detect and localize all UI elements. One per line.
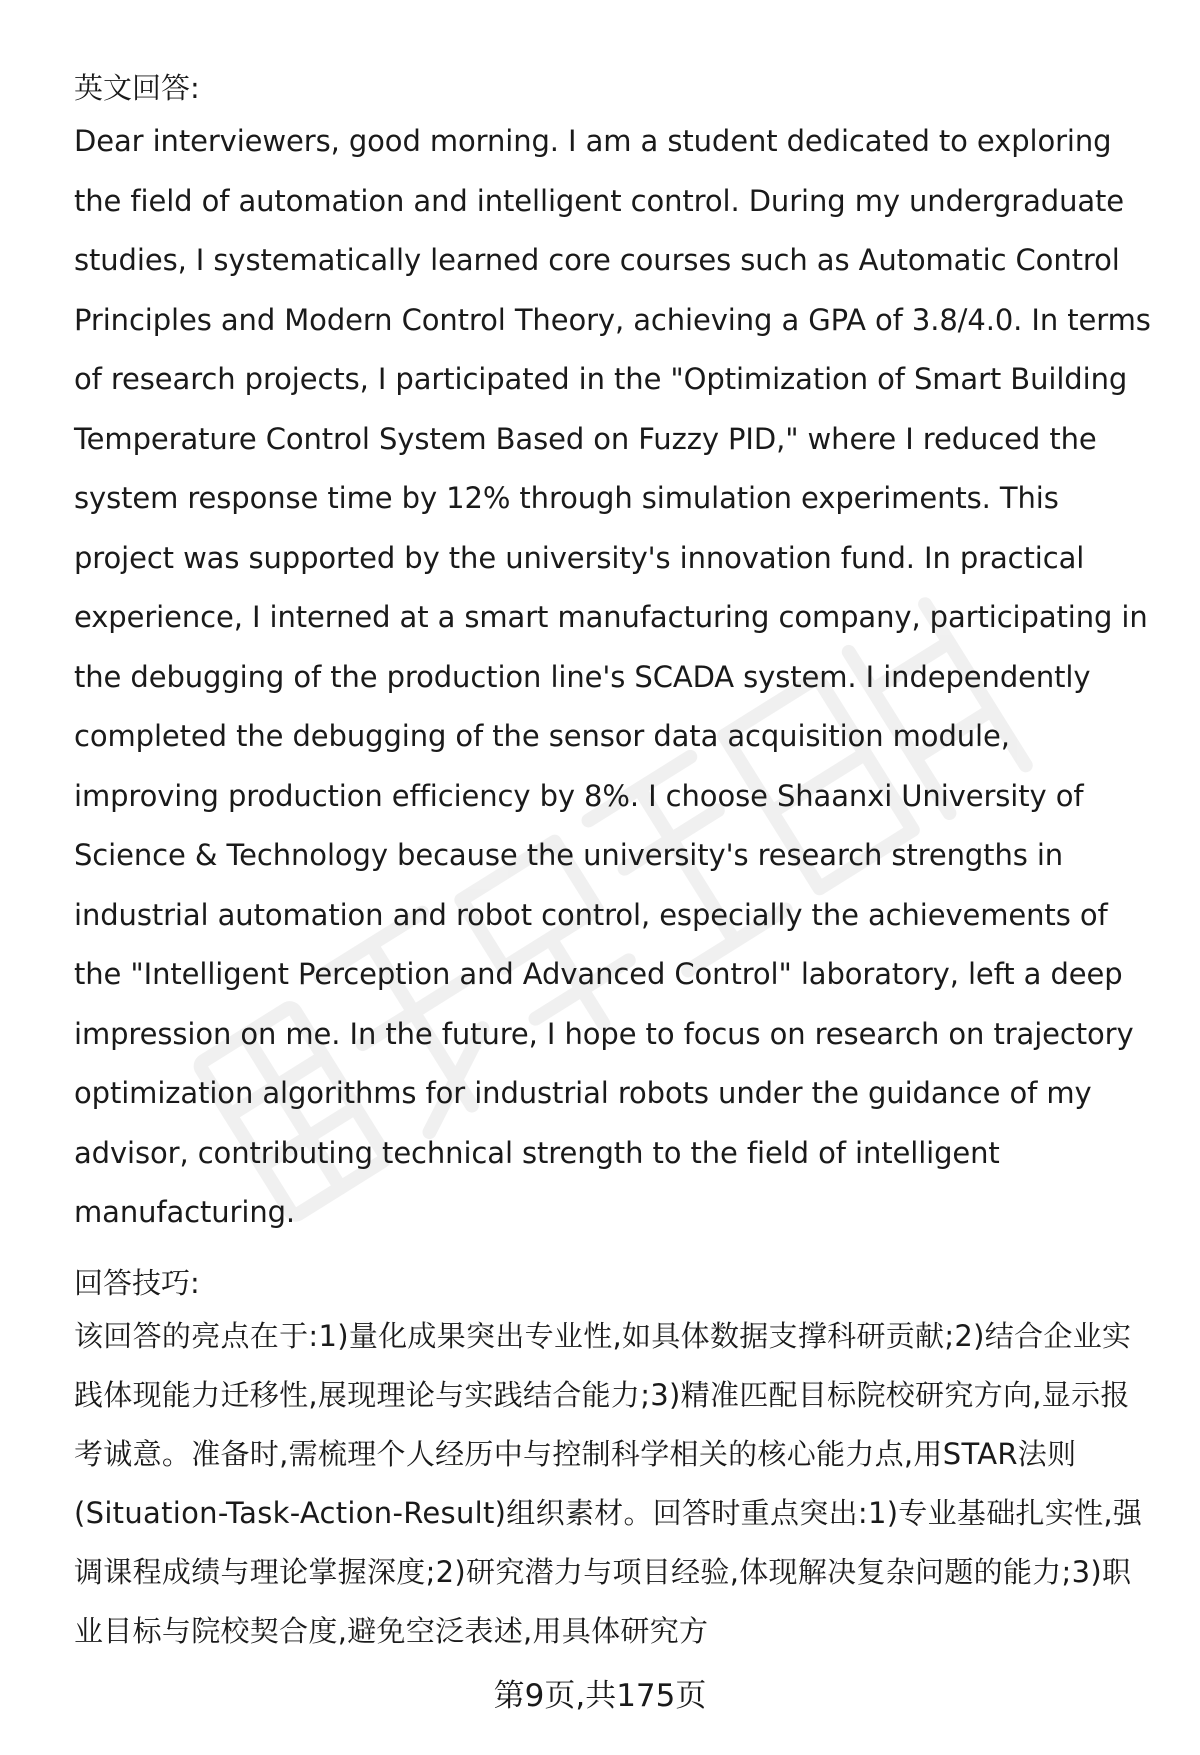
english-answer-heading: 英文回答: (74, 71, 200, 105)
content-body (74, 64, 1154, 1661)
english-answer-text: Dear interviewers, good morning. I am a student dedicated to exploring the field of automation and intelligent control. During my undergraduate studies, I systematically learned core courses such as Automatic Control Principles and Modern Control Theory, achieving a GPA of 3.8/4.0. In terms of research projects, I participated in the "Optimization of Smart Building Temperature Control System Based on Fuzzy PID," where I reduced the system response time by 12% through simulation experiments. This project was supported by the university's innovation fund. In practical experience, I interned at a smart manufacturing company, participating in the debugging of the production line's SCADA system. I independently completed the debugging of the sensor data acquisition module, improving production efficiency by 8%. I choose Shaanxi University of Science & Technology because the university's research strengths in industrial automation and robot control, especially the achievements of the "Intelligent Perception and Advanced Control" laboratory, left a deep impression on me. In the future, I hope to focus on research on trajectory optimization algorithms for industrial robots under the guidance of my advisor, contributing technical strength to the field of intelligent manufacturing. (74, 124, 1151, 1229)
tips-text: 该回答的亮点在于:1)量化成果突出专业性,如具体数据支撑科研贡献;2)结合企业实践体现能力迁移性,展现理论与实践结合能力;3)精准匹配目标院校研究方向,显示报考诚意。准备时,需梳理个人经历中与控制科学相关的核心能力点,用STAR法则(Situation-Task-Action-Result)组织素材。回答时重点突出:1)专业基础扎实性,强调课程成绩与理论掌握深度;2)研究潜力与项目经验,体现解决复杂问题的能力;3)职业目标与院校契合度,避免空泛表述,用具体研究方 (74, 1318, 1143, 1648)
page-number-footer: 第9页,共175页 (493, 1678, 707, 1714)
tips-heading: 回答技巧: (74, 1265, 200, 1300)
